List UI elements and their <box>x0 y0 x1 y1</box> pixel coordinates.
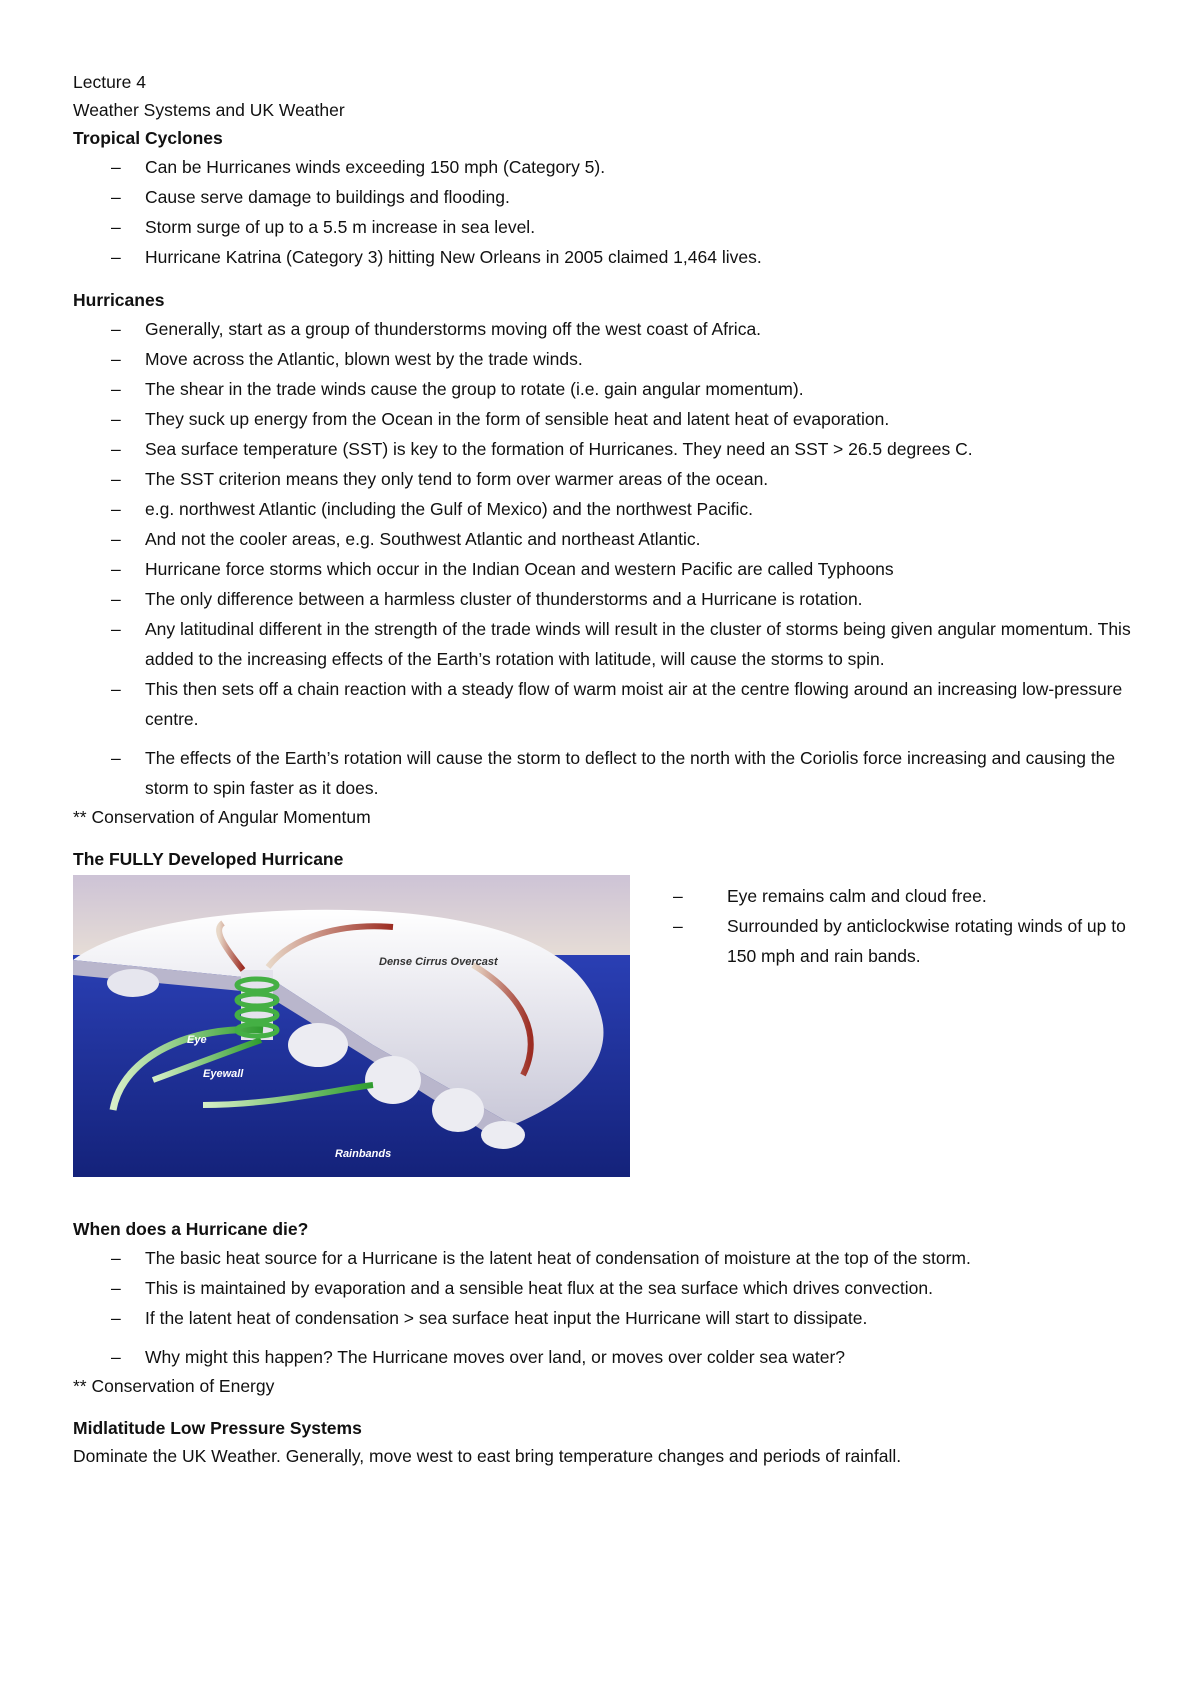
hurricanes-list <box>73 314 1133 734</box>
hurricanes-list-continued <box>73 743 1133 803</box>
list-item: – They suck up energy from the Ocean in the form of sensible heat and latent heat of evaporation. <box>73 404 1133 434</box>
list-item: – Move across the Atlantic, blown west by the trade winds. <box>73 344 1133 374</box>
dash-bullet: – <box>111 748 121 768</box>
list-item: – If the latent heat of condensation > sea surface heat input the Hurricane will start to dissipate. <box>73 1303 1133 1333</box>
dash-bullet: – <box>111 319 121 339</box>
list-item: – The shear in the trade winds cause the group to rotate (i.e. gain angular momentum). <box>73 374 1133 404</box>
dash-bullet: – <box>111 619 121 639</box>
fully-developed-list <box>673 881 1133 971</box>
dash-bullet: – <box>673 916 683 936</box>
dash-bullet: – <box>111 589 121 609</box>
list-item: – This is maintained by evaporation and a sensible heat flux at the sea surface which drives convection. <box>73 1273 1133 1303</box>
rainband-cloud <box>432 1088 484 1132</box>
list-item: – The basic heat source for a Hurricane is the latent heat of condensation of moisture at the top of the storm. <box>73 1243 1133 1273</box>
hurricane-cross-section-diagram <box>73 875 630 1177</box>
list-item: – Eye remains calm and cloud free. <box>673 881 1133 911</box>
dash-bullet: – <box>111 379 121 399</box>
dash-bullet: – <box>111 499 121 519</box>
list-item: – Cause serve damage to buildings and flooding. <box>73 182 1133 212</box>
dash-bullet: – <box>111 409 121 429</box>
list-item: – Can be Hurricanes winds exceeding 150 mph (Category 5). <box>73 152 1133 182</box>
list-item: – Any latitudinal different in the strength of the trade winds will result in the cluster of storms being given angular momentum. This added to the increasing effects of the Earth’s rotation with latitude, will cause the storms to spin. <box>73 614 1133 674</box>
list-item: – Surrounded by anticlockwise rotating winds of up to 150 mph and rain bands. <box>673 911 1133 971</box>
rainband-cloud <box>288 1023 348 1067</box>
list-item: – This then sets off a chain reaction with a steady flow of warm moist air at the centre flowing around an increasing low-pressure centre. <box>73 674 1133 734</box>
section-heading-hurricanes: Hurricanes <box>73 290 165 310</box>
hurricane-die-list-continued <box>73 1342 1133 1372</box>
list-item: – Generally, start as a group of thunderstorms moving off the west coast of Africa. <box>73 314 1133 344</box>
lecture-number: Lecture 4 <box>73 72 146 92</box>
dash-bullet: – <box>111 157 121 177</box>
dash-bullet: – <box>111 1248 121 1268</box>
list-item: – The only difference between a harmless cluster of thunderstorms and a Hurricane is rotation. <box>73 584 1133 614</box>
dash-bullet: – <box>673 886 683 906</box>
list-item: – Sea surface temperature (SST) is key to the formation of Hurricanes. They need an SST > 26.5 degrees C. <box>73 434 1133 464</box>
tropical-cyclones-list <box>73 152 1133 272</box>
section-heading-hurricane-die: When does a Hurricane die? <box>73 1219 309 1239</box>
list-item: – e.g. northwest Atlantic (including the Gulf of Mexico) and the northwest Pacific. <box>73 494 1133 524</box>
section-heading-midlatitude: Midlatitude Low Pressure Systems <box>73 1418 362 1438</box>
list-item: – Why might this happen? The Hurricane moves over land, or moves over colder sea water? <box>73 1342 1133 1372</box>
dash-bullet: – <box>111 349 121 369</box>
rainband-cloud <box>365 1056 421 1104</box>
dash-bullet: – <box>111 1308 121 1328</box>
dash-bullet: – <box>111 469 121 489</box>
rainband-cloud <box>481 1121 525 1149</box>
list-item: – Storm surge of up to a 5.5 m increase in sea level. <box>73 212 1133 242</box>
lecture-subtitle: Weather Systems and UK Weather <box>73 100 345 120</box>
dash-bullet: – <box>111 529 121 549</box>
dash-bullet: – <box>111 247 121 267</box>
list-item: – The effects of the Earth’s rotation will cause the storm to deflect to the north with the Coriolis force increasing and causing the storm to spin faster as it does. <box>73 743 1133 803</box>
rainband-cloud <box>107 969 159 997</box>
dash-bullet: – <box>111 559 121 579</box>
energy-note: ** Conservation of Energy <box>73 1376 275 1396</box>
dash-bullet: – <box>111 1347 121 1367</box>
dash-bullet: – <box>111 1278 121 1298</box>
list-item: – Hurricane Katrina (Category 3) hitting New Orleans in 2005 claimed 1,464 lives. <box>73 242 1133 272</box>
list-item: – And not the cooler areas, e.g. Southwest Atlantic and northeast Atlantic. <box>73 524 1133 554</box>
label-cirrus: Dense Cirrus Overcast <box>379 956 498 968</box>
list-item: – The SST criterion means they only tend to form over warmer areas of the ocean. <box>73 464 1133 494</box>
label-rainbands: Rainbands <box>335 1148 392 1160</box>
dash-bullet: – <box>111 187 121 207</box>
hurricane-die-list <box>73 1243 1133 1333</box>
angular-momentum-note: ** Conservation of Angular Momentum <box>73 807 371 827</box>
label-eye: Eye <box>187 1034 207 1046</box>
figure-row <box>73 875 1133 1175</box>
list-item: – Hurricane force storms which occur in the Indian Ocean and western Pacific are called Typhoons <box>73 554 1133 584</box>
section-heading-fully-developed: The FULLY Developed Hurricane <box>73 849 344 869</box>
dash-bullet: – <box>111 439 121 459</box>
label-eyewall: Eyewall <box>203 1068 244 1080</box>
dash-bullet: – <box>111 217 121 237</box>
section-heading-tropical-cyclones: Tropical Cyclones <box>73 128 223 148</box>
document-body <box>73 68 1133 1470</box>
midlatitude-text: Dominate the UK Weather. Generally, move west to east bring temperature changes and periods of rainfall. <box>73 1446 902 1466</box>
dash-bullet: – <box>111 679 121 699</box>
figure-notes <box>673 881 1133 971</box>
